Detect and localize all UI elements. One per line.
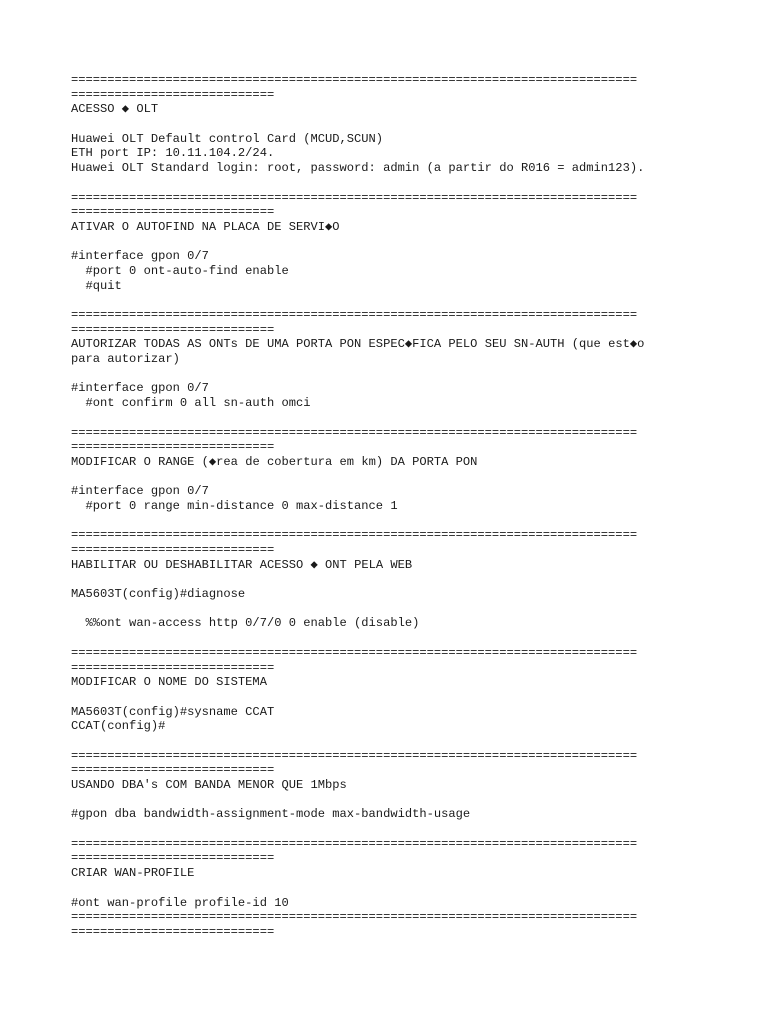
document-line [71, 631, 731, 646]
document-line: ============================ [71, 763, 275, 778]
document-line [71, 881, 731, 896]
document-line: MA5603T(config)#diagnose [71, 587, 246, 602]
document-line: ============================ [71, 543, 275, 557]
document-line: #interface gpon 0/7 [71, 249, 209, 264]
document-line: #interface gpon 0/7 [71, 381, 209, 396]
document-line [71, 235, 731, 250]
document-line: ============================================================================== [71, 308, 638, 322]
document-line: ============================ [71, 322, 275, 337]
document-line: #port 0 range min-distance 0 max-distance 1 [71, 498, 398, 513]
document-line [71, 572, 731, 587]
document-line: ============================================================================== [71, 528, 638, 543]
document-line [71, 176, 731, 191]
document-line: %%ont wan-access http 0/7/0 0 enable (disable) [71, 616, 420, 631]
document-line: para autorizar) [71, 352, 180, 367]
document-line: ============================ [71, 660, 275, 675]
document-line: ============================================================================== [71, 645, 638, 660]
document-line: #interface gpon 0/7 [71, 484, 209, 499]
document-line: ============================================================================== [71, 190, 638, 205]
document-line: #quit [71, 278, 122, 293]
document-line: ============================ [71, 87, 275, 102]
document-line: ============================ [71, 851, 275, 866]
document-line [71, 367, 731, 382]
document-line: ACESSO ◆ OLT [71, 102, 159, 117]
document-line: ============================================================================== [71, 836, 638, 851]
document-line: CRIAR WAN-PROFILE [71, 866, 195, 881]
document-line: AUTORIZAR TODAS AS ONTs DE UMA PORTA PON ESPEC◆FICA PELO SEU SN-AUTH (que est◆o [71, 337, 645, 352]
document-text [71, 73, 731, 940]
document-line: #ont wan-profile profile-id 10 [71, 895, 289, 910]
document-line [71, 411, 731, 426]
document-line: #ont confirm 0 all sn-auth omci [71, 396, 311, 411]
document-line: Huawei OLT Default control Card (MCUD,SCUN) [71, 131, 384, 146]
document-line: MODIFICAR O RANGE (◆rea de cobertura em km) DA PORTA PON [71, 454, 478, 469]
document-line: ============================================================================== [71, 425, 638, 440]
document-line: USANDO DBA's COM BANDA MENOR QUE 1Mbps [71, 778, 347, 792]
document-line: ATIVAR O AUTOFIND NA PLACA DE SERVI◆O [71, 219, 340, 234]
document-line: MA5603T(config)#sysname CCAT [71, 704, 275, 719]
document-line: ============================================================================== [71, 910, 638, 925]
document-line [71, 734, 731, 749]
document-line: CCAT(config)# [71, 719, 166, 734]
document-line: ============================ [71, 440, 275, 455]
document-line: Huawei OLT Standard login: root, password: admin (a partir do R016 = admin123). [71, 161, 645, 176]
document-line [71, 822, 731, 837]
document-line: ============================ [71, 924, 275, 939]
document-line: #gpon dba bandwidth-assignment-mode max-bandwidth-usage [71, 807, 471, 822]
document-line [71, 514, 731, 529]
document-line [71, 470, 731, 485]
document-line: HABILITAR OU DESHABILITAR ACESSO ◆ ONT PELA WEB [71, 557, 413, 572]
document-line [71, 293, 731, 308]
document-line: ============================================================================== [71, 748, 638, 763]
document-line [71, 117, 731, 132]
document-line [71, 690, 731, 705]
document-line [71, 793, 731, 808]
document-line: ETH port IP: 10.11.104.2/24. [71, 146, 275, 161]
document-line: MODIFICAR O NOME DO SISTEMA [71, 675, 267, 690]
document-line: ============================================================================== [71, 73, 638, 87]
document-line [71, 602, 731, 617]
document-line: ============================ [71, 205, 275, 220]
document-line: #port 0 ont-auto-find enable [71, 263, 289, 278]
